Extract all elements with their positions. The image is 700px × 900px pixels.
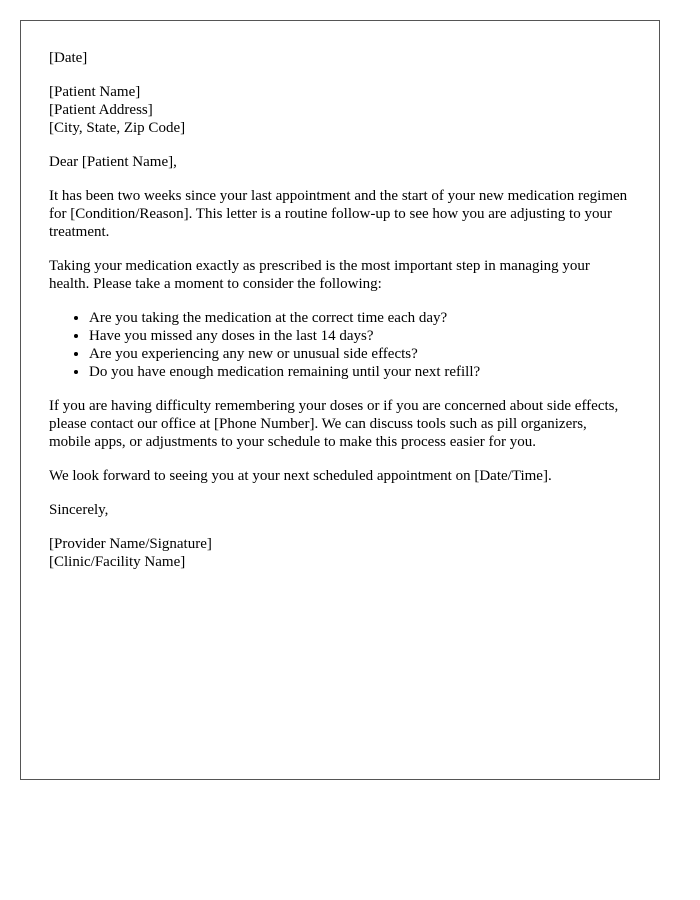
letter-page bbox=[20, 20, 660, 780]
appointment-paragraph: We look forward to seeing you at your next scheduled appointment on [Date/Time]. bbox=[49, 468, 552, 484]
list-item: • Have you missed any doses in the last 14 days? bbox=[89, 327, 631, 345]
salutation: Dear [Patient Name], bbox=[49, 154, 177, 170]
list-item: • Are you experiencing any new or unusual side effects? bbox=[89, 345, 631, 363]
signature-block bbox=[49, 535, 631, 571]
list-item: • Are you taking the medication at the correct time each day? bbox=[89, 309, 631, 327]
questions-list bbox=[49, 309, 631, 381]
list-item: • Do you have enough medication remaining until your next refill? bbox=[89, 363, 631, 381]
facility-name: [Clinic/Facility Name] bbox=[49, 554, 186, 570]
intro-paragraph: It has been two weeks since your last appointment and the start of your new medication regimen for [Condition/Reason]. This letter is a routine follow-up to see how you are adjusting to your treatment. bbox=[49, 188, 628, 240]
sign-off: Sincerely, bbox=[49, 502, 109, 518]
recipient-address: [Patient Address] bbox=[49, 102, 153, 118]
recipient-address-block bbox=[49, 83, 631, 137]
letter-date: [Date] bbox=[49, 50, 88, 66]
provider-signature: [Provider Name/Signature] bbox=[49, 536, 212, 552]
contact-paragraph: If you are having difficulty remembering your doses or if you are concerned about side effects, please contact our office at [Phone Number]. We can discuss tools such as pill organizers, mobile apps, or adjustments to your schedule to make this process easier for you. bbox=[49, 398, 619, 450]
recipient-name: [Patient Name] bbox=[49, 84, 141, 100]
instruction-paragraph: Taking your medication exactly as prescribed is the most important step in managing your health. Please take a moment to consider the following: bbox=[49, 258, 590, 292]
recipient-city-state-zip: [City, State, Zip Code] bbox=[49, 120, 186, 136]
